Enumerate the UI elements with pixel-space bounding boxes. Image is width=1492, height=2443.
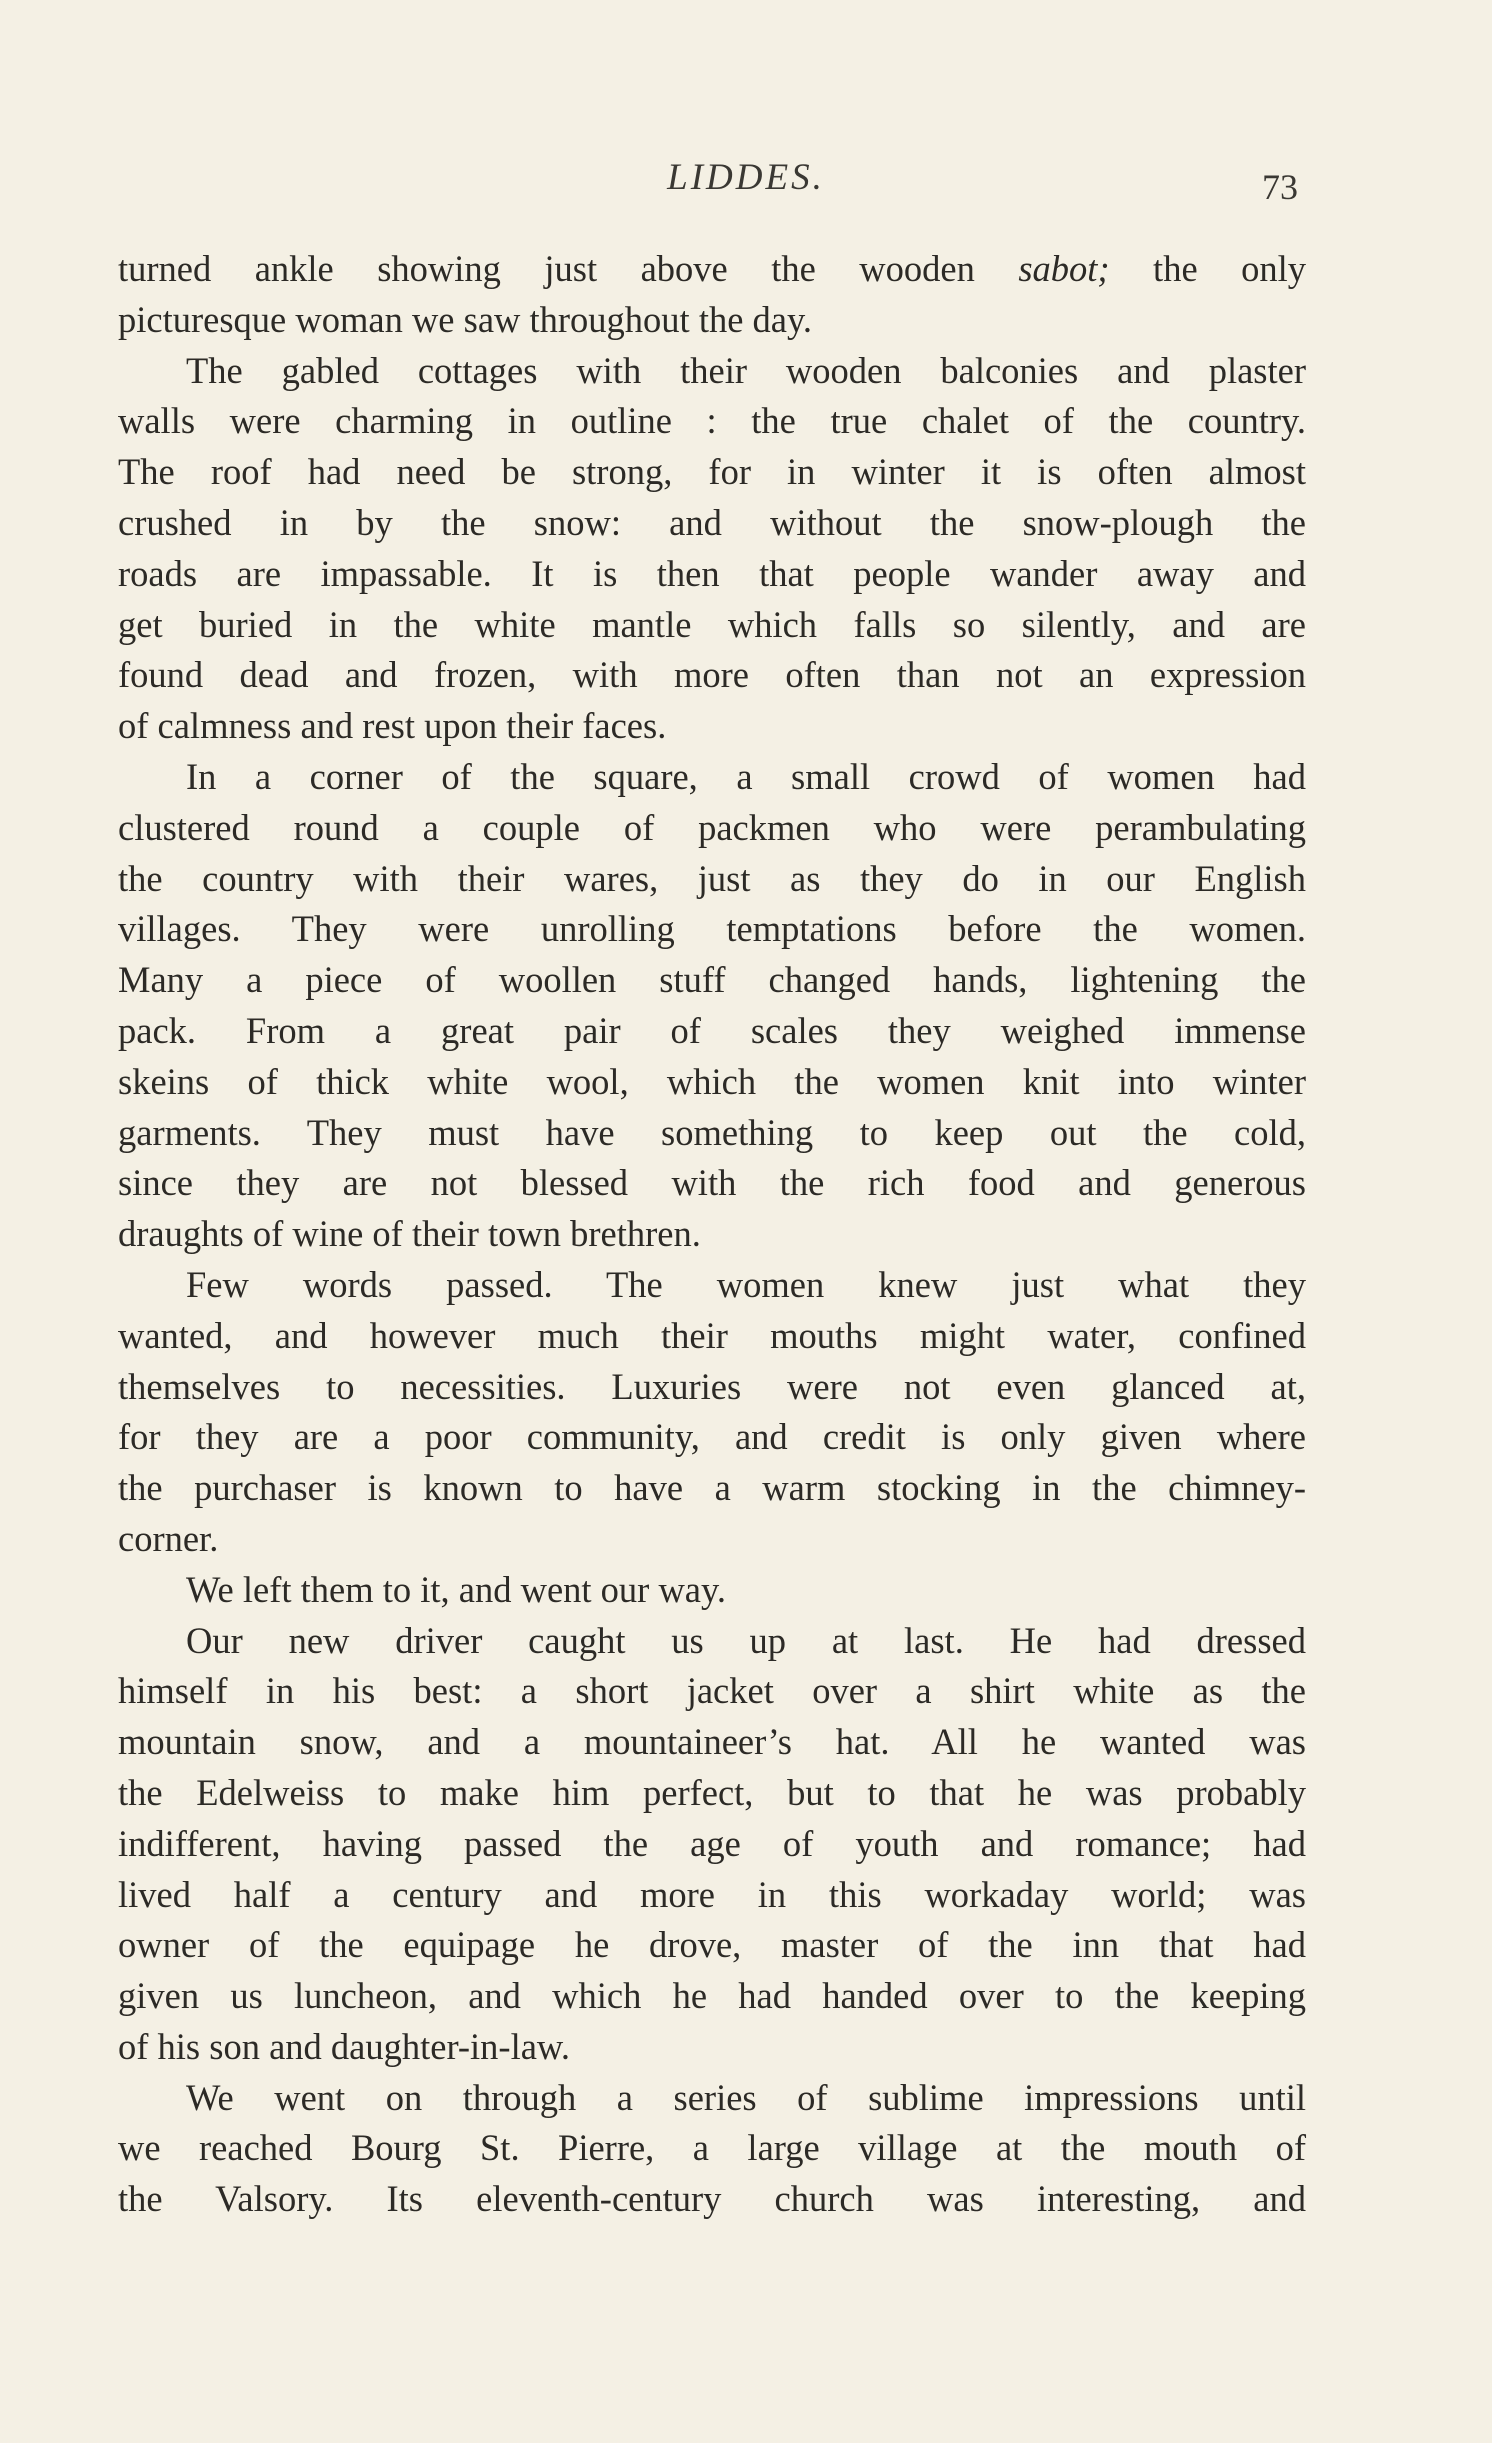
paragraph-start: Our new driver caught us up at last. He had dressed bbox=[186, 1619, 1306, 1661]
text-line: lived half a century and more in this workaday world; was bbox=[118, 1873, 1306, 1915]
text-line: turned ankle showing just above the wooden sabot; the only bbox=[118, 248, 1307, 289]
text-line: roads are impassable. It is then that people wander away and bbox=[118, 552, 1306, 594]
page-number: 73 bbox=[1262, 167, 1298, 207]
text-line: crushed in by the snow: and without the snow-plough the bbox=[118, 501, 1306, 543]
text-line: skeins of thick white wool, which the women knit into winter bbox=[118, 1060, 1306, 1102]
text-line: found dead and frozen, with more often than not an expression bbox=[118, 654, 1306, 696]
text-line: get buried in the white mantle which falls so silently, and are bbox=[118, 603, 1306, 645]
paragraph-start: The gabled cottages with their wooden balconies and plaster bbox=[186, 349, 1306, 391]
text-line: the purchaser is known to have a warm stocking in the chimney- bbox=[118, 1467, 1306, 1509]
paragraph-start: Few words passed. The women knew just what they bbox=[186, 1263, 1306, 1305]
running-head bbox=[0, 156, 1492, 206]
text-line: given us luncheon, and which he had handed over to the keeping bbox=[118, 1975, 1306, 2017]
text-line: the Edelweiss to make him perfect, but to that he was probably bbox=[118, 1771, 1306, 1813]
paragraph-start: We left them to it, and went our way. bbox=[186, 1568, 727, 1610]
text-line: indifferent, having passed the age of youth and romance; had bbox=[118, 1822, 1306, 1864]
text-line: owner of the equipage he drove, master of the inn that had bbox=[118, 1924, 1306, 1966]
text-line: the country with their wares, just as they do in our English bbox=[118, 857, 1306, 899]
paragraph-start: We went on through a series of sublime impressions until bbox=[186, 2076, 1306, 2118]
text-line: mountain snow, and a mountaineer’s hat. All he wanted was bbox=[118, 1721, 1306, 1763]
running-title: LIDDES. bbox=[667, 157, 825, 198]
text-line: Many a piece of woollen stuff changed hands, lightening the bbox=[118, 959, 1306, 1001]
text-line: himself in his best: a short jacket over a shirt white as the bbox=[118, 1670, 1306, 1712]
text-line: pack. From a great pair of scales they weighed immense bbox=[118, 1009, 1306, 1051]
text-line: picturesque woman we saw throughout the day. bbox=[118, 298, 812, 340]
text-line: we reached Bourg St. Pierre, a large village at the mouth of bbox=[118, 2127, 1306, 2169]
body-text bbox=[118, 244, 1306, 2225]
paragraph-start: In a corner of the square, a small crowd of women had bbox=[186, 755, 1306, 797]
text-line: corner. bbox=[118, 1517, 219, 1559]
text-line: wanted, and however much their mouths might water, confined bbox=[118, 1314, 1306, 1356]
text-line: villages. They were unrolling temptations before the women. bbox=[118, 908, 1306, 950]
text-line: the Valsory. Its eleventh-century church was interesting, and bbox=[118, 2178, 1306, 2220]
text-line: walls were charming in outline : the true chalet of the country. bbox=[118, 400, 1306, 442]
text-line: since they are not blessed with the rich food and generous bbox=[118, 1162, 1306, 1204]
text-line: themselves to necessities. Luxuries were not even glanced at, bbox=[118, 1365, 1306, 1407]
text-line: draughts of wine of their town brethren. bbox=[118, 1213, 701, 1255]
text-line: The roof had need be strong, for in winter it is often almost bbox=[118, 451, 1306, 493]
text-line: of his son and daughter-in-law. bbox=[118, 2025, 571, 2067]
text-line: clustered round a couple of packmen who were perambulating bbox=[118, 806, 1306, 848]
text-line: garments. They must have something to keep out the cold, bbox=[118, 1111, 1306, 1153]
text-line: for they are a poor community, and credit is only given where bbox=[118, 1416, 1306, 1458]
text-line: of calmness and rest upon their faces. bbox=[118, 705, 667, 747]
italic-word: sabot; bbox=[1018, 248, 1110, 289]
